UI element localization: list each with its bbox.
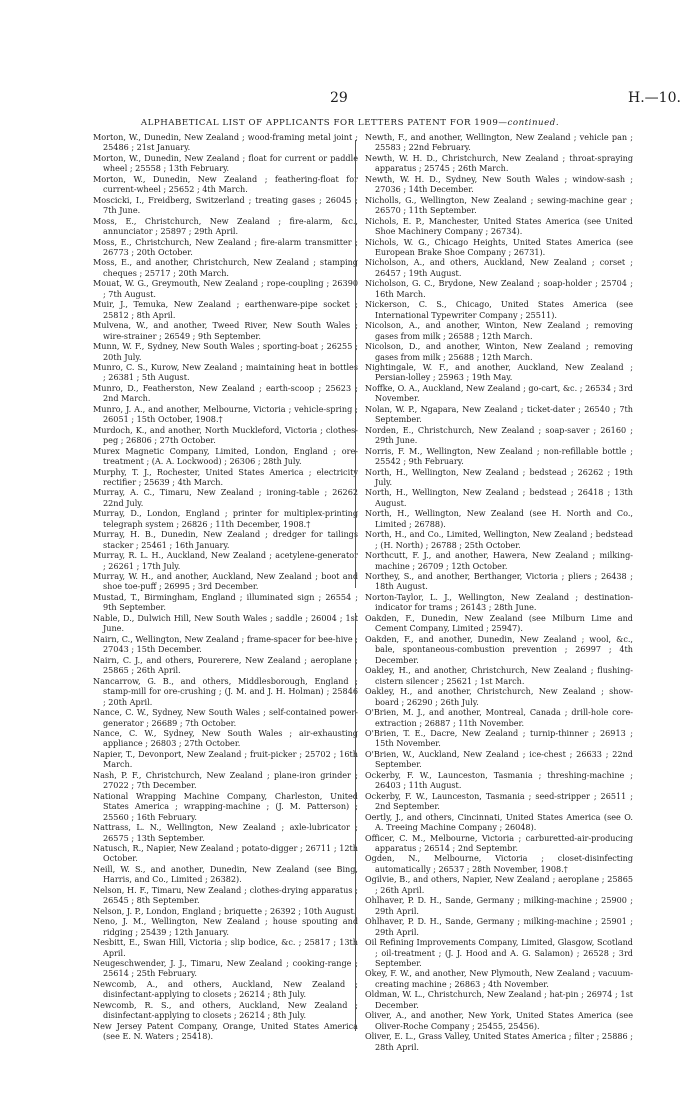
list-item: Norden, E., Christchurch, New Zealand ; soap-saver ; 26160 ; 29th June. [365,424,633,446]
list-item: Nairn, C., Wellington, New Zealand ; frame-spacer for bee-hive ; 27043 ; 15th December. [93,633,358,655]
list-item: Noffke, O. A., Auckland, New Zealand ; go-cart, &c. ; 26534 ; 3rd November. [365,382,633,404]
page-number: 29 [330,90,348,106]
list-item: North, H., Wellington, New Zealand ; bedstead ; 26418 ; 13th August. [365,487,633,508]
column-m-right [365,132,633,613]
list-item: Oertly, J., and others, Cincinnati, United States America (see O. A. Treeing Machine Company ; 26048). [365,811,633,833]
column-divider [355,140,356,588]
list-item: Neno, J. M., Wellington, New Zealand ; house spouting and ridging ; 25439 ; 12th January. [93,916,358,937]
list-item: Murray, D., London, England ; printer for multiplex-printing telegraph system ; 26826 ; 11th December, 1908.† [93,508,358,529]
list-item: Nelson, J. P., London, England ; briquette ; 26392 ; 10th August. [93,905,357,916]
list-item: Moss, E., and another, Christchurch, New Zealand ; stamping cheques ; 25717 ; 20th March. [93,257,358,278]
list-item: New Jersey Patent Company, Orange, United States America (see E. N. Waters ; 25418). [93,1020,358,1042]
list-item: Morton, W., Dunedin, New Zealand ; float for current or paddle wheel ; 25558 ; 13th February. [93,152,358,174]
list-item: Murray, H. B., Dunedin, New Zealand ; dredger for tailings stacker ; 25461 ; 16th January. [93,529,358,550]
list-item: Murphy, T. J., Rochester, United States America ; electricity rectifier ; 25639 ; 4th March. [93,466,358,487]
column-m-left [93,132,358,613]
list-item: O'Brien, M. J., and another, Montreal, Canada ; drill-hole core-extraction ; 26887 ; 11th November. [365,707,633,728]
list-item: Nance, C. W., Sydney, New South Wales ; self-contained power-generator ; 26689 ; 7th October. [93,707,358,728]
list-item: Nance, C. W., Sydney, New South Wales ; air-exhausting appliance ; 26803 ; 27th October. [93,727,358,749]
page-title [0,118,700,128]
list-item: O'Brien, W., Auckland, New Zealand ; ice-chest ; 26633 ; 22nd September. [365,748,633,770]
title-text: ALPHABETICAL LIST OF APPLICANTS FOR LETTERS PATENT FOR 1909— [140,118,508,128]
list-item: Nattrass, L. N., Wellington, New Zealand ; axle-lubricator ; 26575 ; 13th September. [93,822,358,843]
list-item: Moss, E., Christchurch, New Zealand ; fire-alarm, &c., annunciator ; 25897 ; 29th April. [93,215,358,237]
list-item: Ockerby, F. W., Launceston, Tasmania ; seed-stripper ; 26511 ; 2nd September. [365,790,633,812]
list-item: Nichols, E. P., Manchester, United States America (see United Shoe Machinery Company ; 26734). [365,215,633,237]
list-item: Oakley, H., and another, Christchurch, New Zealand ; show-board ; 26290 ; 26th July. [365,686,633,707]
list-item: Ogilvie, B., and others, Napier, New Zealand ; aeroplane ; 25865 ; 26th April. [365,874,633,895]
list-item: Nash, P. F., Christchurch, New Zealand ; plane-iron grinder ; 27022 ; 7th December. [93,769,358,791]
list-item: Nicolson, D., and another, Winton, New Zealand ; removing gases from milk ; 25688 ; 12th March. [365,341,633,362]
list-item: Nicholls, G., Wellington, New Zealand ; sewing-machine gear ; 26570 ; 11th September. [365,194,633,216]
list-item: Neill, W. S., and another, Dunedin, New Zealand (see Bing, Harris, and Co., Limited ; 26382). [93,863,358,885]
list-item: Nelson, H. F., Timaru, New Zealand ; clothes-drying apparatus ; 26545 ; 8th September. [93,884,358,906]
list-item: Nightingale, W. F., and another, Auckland, New Zealand ; Persian-lolley ; 25963 ; 19th May. [365,361,633,383]
list-item: Neugeschwender, J. J., Timaru, New Zealand ; cooking-range ; 25614 ; 25th February. [93,957,358,979]
list-item: North, H., and Co., Limited, Wellington, New Zealand ; bedstead ; (H. North) ; 26788 ; 25th October. [365,529,633,550]
list-item: Nairn, C. J., and others, Pourerere, New Zealand ; aeroplane ; 25865 ; 26th April. [93,654,358,676]
list-item: Okey, F. W., and another, New Plymouth, New Zealand ; vacuum-creating machine ; 26863 ; 4th November. [365,968,633,989]
list-item: Munro, J. A., and another, Melbourne, Victoria ; vehicle-spring ; 26051 ; 15th October, 1908.† [93,403,358,425]
list-item: North, H., Wellington, New Zealand ; bedstead ; 26262 ; 19th July. [365,466,633,487]
list-item: Nichols, W. G., Chicago Heights, United States America (see European Brake Shoe Company ; 26731). [365,236,633,257]
list-item: Newth, W. H. D., Christchurch, New Zealand ; throat-spraying apparatus ; 25745 ; 26th March. [365,152,633,174]
list-item: Nicolson, A., and another, Winton, New Zealand ; removing gases from milk ; 26588 ; 12th March. [365,320,633,341]
list-item: Munn, W. F., Sydney, New South Wales ; sporting-boat ; 26255 ; 20th July. [93,341,358,362]
list-item: Nolan, W. P., Ngapara, New Zealand ; ticket-dater ; 26540 ; 7th September. [365,403,633,425]
list-item: Morton, W., Dunedin, New Zealand ; wood-framing metal joint ; 25486 ; 21st January. [93,132,358,153]
list-item: Murray, A. C., Timaru, New Zealand ; ironing-table ; 26262 22nd July. [93,487,358,508]
list-item: Ockerby, F. W., Launceston, Tasmania ; threshing-machine ; 26403 ; 11th August. [365,769,633,791]
list-item: National Wrapping Machine Company, Charleston, United States America ; wrapping-machine ; (J. M. Patterson) ; 25560 ; 16th February. [93,790,358,822]
list-item: Norton-Taylor, L. J., Wellington, New Zealand ; destination-indicator for trams ; 26143 ; 28th June. [365,591,633,613]
list-item: O'Brien, T. E., Dacre, New Zealand ; turnip-thinner ; 26913 ; 15th November. [365,727,633,749]
list-item: Oakden, F., and another, Dunedin, New Zealand ; wool, &c., bale, spontaneous-combustion prevention ; 26997 ; 4th December. [365,633,633,665]
list-item: Oakley, H., and another, Christchurch, New Zealand ; flushing-cistern silencer ; 25621 ; 1st March. [365,665,633,686]
document-reference: H.—10. [628,90,681,106]
list-item: Newcomb, R. S., and others, Auckland, New Zealand ; disinfectant-applying to closets ; 26214 ; 8th July. [93,999,358,1021]
list-item: Oliver, E. L., Grass Valley, United States America ; filter ; 25886 ; 28th April. [365,1031,633,1052]
list-item: Munro, D., Featherston, New Zealand ; earth-scoop ; 25623 ; 2nd March. [93,382,358,404]
list-item: Nesbitt, E., Swan Hill, Victoria ; slip bodice, &c. ; 25817 ; 13th April. [93,937,358,958]
list-item: Newcomb, A., and others, Auckland, New Zealand ; disinfectant-applying to closets ; 26214 ; 8th July. [93,978,358,1000]
list-item: Ogden, N., Melbourne, Victoria ; closet-disinfecting automatically ; 26537 ; 28th November, 1908.† [365,853,633,874]
list-item: Nicholson, A., and others, Auckland, New Zealand ; corset ; 26457 ; 19th August. [365,257,633,278]
list-item: Mustad, T., Birmingham, England ; illuminated sign ; 26554 ; 9th September. [93,591,358,613]
list-item: Northey, S., and another, Berthanger, Victoria ; pliers ; 26438 ; 18th August. [365,571,633,592]
list-item: Ohlhaver, P. D. H., Sande, Germany ; milking-machine ; 25901 ; 29th April. [365,916,633,937]
list-item: Ohlhaver, P. D. H., Sande, Germany ; milking-machine ; 25900 ; 29th April. [365,895,633,916]
list-item: Muir, J., Temuka, New Zealand ; earthenware-pipe socket ; 25812 ; 8th April. [93,299,358,320]
list-item: Nancarrow, G. B., and others, Middlesborough, England ; stamp-mill for ore-crushing ; (J. M. and J. H. Holman) ; 25846 ; 20th April. [93,675,358,707]
list-item: Oakden, F., Dunedin, New Zealand (see Milburn Lime and Cement Company, Limited ; 25947). [365,613,633,634]
column-n-left [93,613,358,1042]
list-item: Newth, F., and another, Wellington, New Zealand ; vehicle pan ; 25583 ; 22nd February. [365,132,633,153]
list-item: Norris, F. M., Wellington, New Zealand ; non-refillable bottle ; 25542 ; 9th February. [365,445,633,467]
list-item: Murray, W. H., and another, Auckland, New Zealand ; boot and shoe toe-puff ; 26995 ; 3rd December. [93,571,358,592]
list-item: Murray, R. L. H., Auckland, New Zealand ; acetylene-generator ; 26261 ; 17th July. [93,550,358,571]
list-item: Oliver, A., and another, New York, United States America (see Oliver-Roche Company ; 25455, 25456). [365,1010,633,1031]
list-item: Officer, C. M., Melbourne, Victoria ; carburetted-air-producing apparatus ; 26514 ; 2nd Septembr. [365,832,633,853]
list-item: Oil Refining Improvements Company, Limited, Glasgow, Scotland ; oil-treatment ; (J. J. Hood and A. G. Salamon) ; 26528 ; 3rd September. [365,937,633,968]
list-item: Nickerson, C. S., Chicago, United States America (see International Typewriter Company ; 25511). [365,299,633,320]
list-item: Northcutt, F. J., and another, Hawera, New Zealand ; milking-machine ; 26709 ; 12th October. [365,550,633,571]
list-item: Nicholson, G. C., Brydone, New Zealand ; soap-holder ; 25704 ; 16th March. [365,278,633,299]
list-item: Nable, D., Dulwich Hill, New South Wales ; saddle ; 26004 ; 1st June. [93,613,358,634]
list-item: Napier, T., Devonport, New Zealand ; fruit-picker ; 25702 ; 16th March. [93,748,358,770]
list-item: Oldman, W. L., Christchurch, New Zealand ; hat-pin ; 26974 ; 1st December. [365,989,633,1010]
list-item: Munro, C. S., Kurow, New Zealand ; maintaining heat in bottles ; 26381 ; 5th August. [93,361,358,383]
list-item: Moss, E., Christchurch, New Zealand ; fire-alarm transmitter ; 26773 ; 20th October. [93,236,358,257]
list-item: North, H., Wellington, New Zealand (see H. North and Co., Limited ; 26788). [365,508,633,529]
list-item: Mouat, W. G., Greymouth, New Zealand ; rope-coupling ; 26390 ; 7th August. [93,278,358,299]
list-item: Murex Magnetic Company, Limited, London, England ; ore-treatment ; (A. A. Lockwood) ; 26306 ; 28th July. [93,445,358,467]
list-item: Moscicki, I., Freidberg, Switzerland ; treating gases ; 26045 ; 7th June. [93,194,358,216]
list-item: Murdoch, K., and another, North Muckleford, Victoria ; clothes-peg ; 26806 ; 27th October. [93,424,358,446]
column-n-right [365,613,633,1052]
list-item: Morton, W., Dunedin, New Zealand ; feathering-float for current-wheel ; 25652 ; 4th March. [93,173,358,195]
list-item: Natusch, R., Napier, New Zealand ; potato-digger ; 26711 ; 12th October. [93,842,358,864]
list-item: Newth, W. H. D., Sydney, New South Wales ; window-sash ; 27036 ; 14th December. [365,173,633,195]
title-suffix: continued. [507,118,560,128]
column-divider [355,613,356,1031]
list-item: Mulvena, W., and another, Tweed River, New South Wales ; wire-strainer ; 26549 ; 9th September. [93,320,358,341]
